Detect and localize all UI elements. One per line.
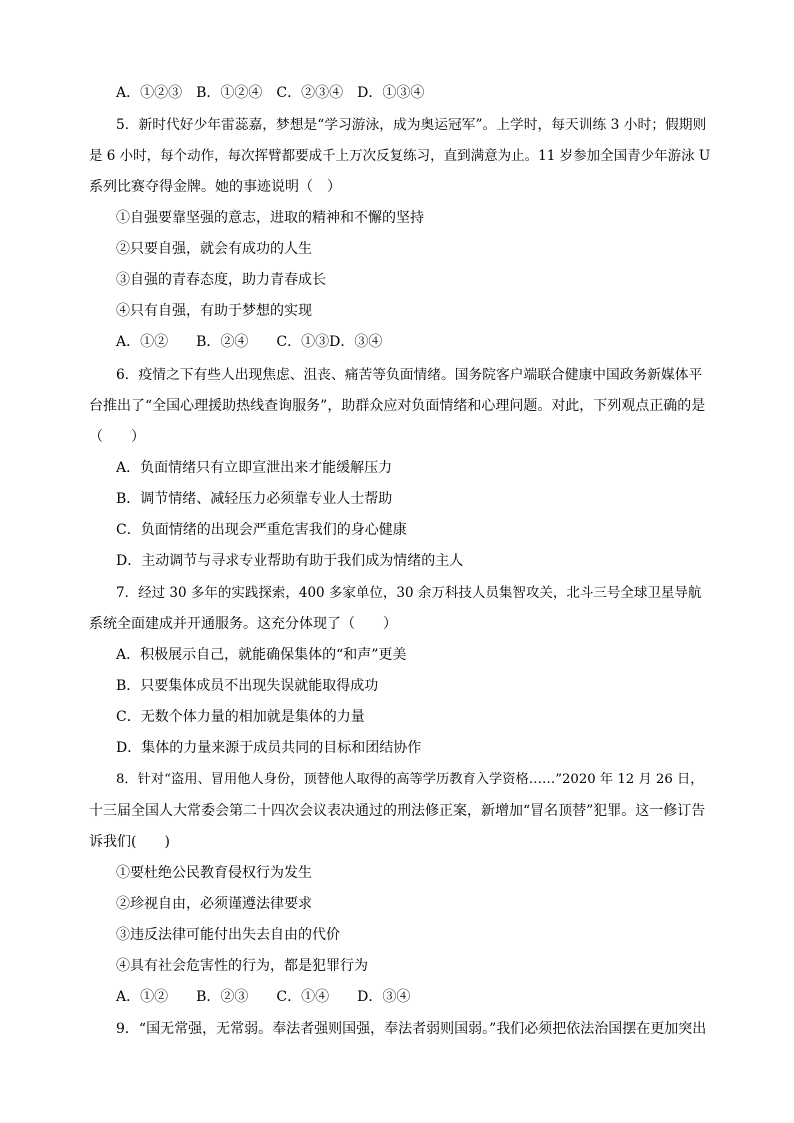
q7-choice-d: D．集体的力量来源于成员共同的目标和团结协作 xyxy=(116,740,422,756)
q5-stem-line2: 是 6 小时，每个动作，每次挥臂都要成千上万次反复练习，直到满意为止。11 岁参加全国青少年游泳 U xyxy=(89,148,711,164)
q4-answer-options: A．①②③ B．①②④ C．②③④ D．①③④ xyxy=(116,85,425,101)
q6-choice-a: A．负面情绪只有立即宣泄出来才能缓解压力 xyxy=(116,460,393,476)
q5-option-4: ④只有自强，有助于梦想的实现 xyxy=(116,303,312,319)
q5-stem-line1: 5．新时代好少年雷蕊嘉，梦想是“学习游泳，成为奥运冠军”。上学时，每天训练 3 小时；假期则 xyxy=(116,117,707,133)
q6-stem-line1: 6．疫情之下有些人出现焦虑、沮丧、痛苦等负面情绪。国务院客户端联合健康中国政务新媒体平 xyxy=(116,367,703,383)
q5-option-2: ②只要自强，就会有成功的人生 xyxy=(116,241,312,257)
q5-stem-line3: 系列比赛夺得金牌。她的事迹说明（ ） xyxy=(89,179,341,195)
q6-stem-line2: 台推出了“全国心理援助热线查询服务”，助群众应对负面情绪和心理问题。对此，下列观点正确的是 xyxy=(89,398,706,414)
q7-choice-b: B．只要集体成员不出现失误就能取得成功 xyxy=(116,678,379,694)
q8-option-1: ①要杜绝公民教育侵权行为发生 xyxy=(116,865,312,881)
q5-answer-options: A．①② B．②④ C．①③D．③④ xyxy=(116,334,383,350)
q8-option-4: ④具有社会危害性的行为，都是犯罪行为 xyxy=(116,958,368,974)
q8-option-2: ②珍视自由，必须谨遵法律要求 xyxy=(116,896,312,912)
q8-stem-line3: 诉我们( ) xyxy=(89,834,170,850)
q6-choice-d: D．主动调节与寻求专业帮助有助于我们成为情绪的主人 xyxy=(116,553,464,569)
q7-stem-line1: 7．经过 30 多年的实践探索，400 多家单位，30 余万科技人员集智攻关，北斗三号全球卫星导航 xyxy=(116,585,702,601)
q5-option-3: ③自强的青春态度，助力青春成长 xyxy=(116,272,326,288)
q9-stem-line1: 9．“国无常强，无常弱。奉法者强则国强，奉法者弱则国弱。”我们必须把依法治国摆在更加突出 xyxy=(116,1021,707,1037)
q8-answer-options: A．①② B．②③ C．①④ D．③④ xyxy=(116,989,411,1005)
q7-choice-a: A．积极展示自己，就能确保集体的“和声”更美 xyxy=(116,647,407,663)
q6-stem-line3: （ ） xyxy=(89,429,145,445)
q8-stem-line1: 8．针对“盗用、冒用他人身份，顶替他人取得的高等学历教育入学资格……”2020 年 12 月 26 日， xyxy=(116,772,704,787)
q6-choice-b: B．调节情绪、减轻压力必须靠专业人士帮助 xyxy=(116,491,393,507)
q6-choice-c: C．负面情绪的出现会严重危害我们的身心健康 xyxy=(116,522,407,538)
q5-option-1: ①自强要靠坚强的意志，进取的精神和不懈的坚持 xyxy=(116,210,424,226)
q7-choice-c: C．无数个体力量的相加就是集体的力量 xyxy=(116,709,365,725)
q8-option-3: ③违反法律可能付出失去自由的代价 xyxy=(116,927,340,943)
q8-stem-line2: 十三届全国人大常委会第二十四次会议表决通过的刑法修正案，新增加“冒名顶替”犯罪。这一修订告 xyxy=(89,803,706,819)
q7-stem-line2: 系统全面建成并开通服务。这充分体现了（ ） xyxy=(89,616,397,632)
